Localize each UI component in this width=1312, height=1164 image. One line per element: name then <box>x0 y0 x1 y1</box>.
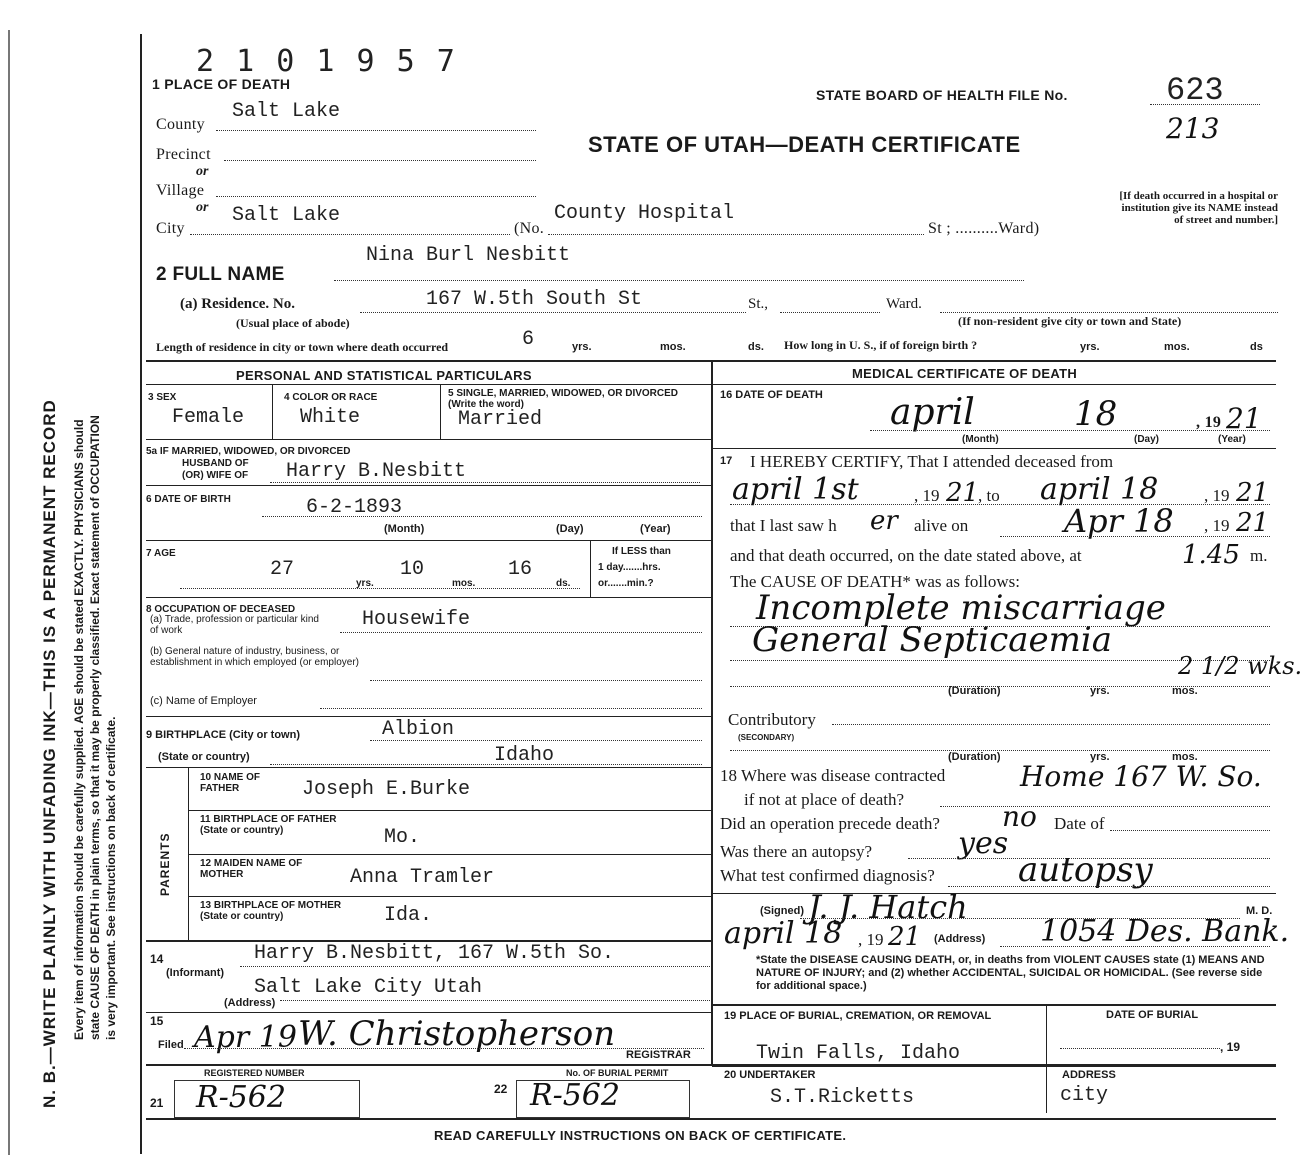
filed-label: Filed <box>158 1039 184 1051</box>
autopsy-value: yes <box>958 826 1009 861</box>
signed-date: april 18 <box>724 916 843 951</box>
section-divider <box>711 360 713 1066</box>
row2-rule <box>146 485 712 486</box>
death-day: 18 <box>1074 394 1118 434</box>
birthplace-label: 9 BIRTHPLACE (City or town) <box>146 729 300 741</box>
informant-label: (Informant) <box>166 967 225 979</box>
county-line <box>216 130 536 131</box>
certificate-title: STATE OF UTAH—DEATH CERTIFICATE <box>588 132 1021 157</box>
alive-year: 21 <box>1236 508 1270 538</box>
village-label: Village <box>156 182 205 199</box>
filed-number: 15 <box>150 1014 164 1028</box>
spouse-value: Harry B.Nesbitt <box>286 460 467 483</box>
spouse-label-2: HUSBAND OF <box>182 458 249 469</box>
undertaker-name: S.T.Ricketts <box>770 1086 915 1109</box>
death-time: 1.45 <box>1182 540 1240 570</box>
death-time-suffix: m. <box>1250 546 1268 565</box>
residence-ward-label: Ward. <box>886 296 922 312</box>
medical-row1-rule <box>712 448 1276 449</box>
residence-value: 167 W.5th South St <box>426 288 643 311</box>
contracted-line <box>940 806 1270 807</box>
duration-yrs-1: yrs. <box>1090 685 1110 697</box>
footnote-text: *State the DISEASE CAUSING DEATH, or, in deaths from VIOLENT CAUSES state (1) MEANS AND NATURE OF INJURY; and (2) whether ACCIDENTAL, SUICIDAL OR HOMICIDAL. (See reverse side for additional space.) <box>756 954 1265 992</box>
death-day-label: (Day) <box>1134 434 1160 445</box>
county-label: County <box>156 116 205 133</box>
cause-of-death-label: The CAUSE OF DEATH* was as follows: <box>730 572 1020 591</box>
informant-address-label: (Address) <box>224 997 276 1009</box>
one-day-label: 1 day.......hrs. <box>598 562 661 573</box>
burial-mid-rule <box>712 1066 1276 1067</box>
sub-number: 213 <box>1166 112 1220 145</box>
left-edge <box>8 30 10 1155</box>
not-place-label: if not at place of death? <box>744 790 905 809</box>
margin-large-text: N. B.—WRITE PLAINLY WITH UNFADING INK—THIS IS A PERMANENT RECORD <box>40 399 59 1108</box>
informant-rule <box>146 1012 712 1013</box>
length-residence-value: 6 <box>522 328 535 351</box>
mother-birthplace: Ida. <box>384 904 433 927</box>
informant-number: 14 <box>150 952 164 966</box>
medical-heading-rule <box>712 384 1276 385</box>
file-number: 623 <box>1166 72 1224 109</box>
village-line <box>216 196 536 197</box>
attended-line <box>730 504 1270 505</box>
mother-value: Anna Tramler <box>350 866 495 889</box>
residence-line <box>360 312 746 313</box>
last-saw-text: that I last saw h <box>730 516 837 535</box>
sex-value: Female <box>172 406 245 429</box>
mother-birthplace-label: 13 BIRTHPLACE OF MOTHER (State or country) <box>200 900 342 922</box>
age-line <box>180 588 580 589</box>
autopsy-label: Was there an autopsy? <box>720 842 873 861</box>
attended-from: april 1st <box>732 472 859 507</box>
test-value: autopsy <box>1018 850 1153 890</box>
physician-signature: J. J. Hatch <box>808 888 968 926</box>
alive-line <box>1000 536 1270 537</box>
full-name-value: Nina Burl Nesbitt <box>366 244 571 267</box>
footer-instructions: READ CAREFULLY INSTRUCTIONS ON BACK OF CERTIFICATE. <box>434 1128 847 1143</box>
precinct-line <box>224 160 536 161</box>
margin-small-text-2: state CAUSE OF DEATH in plain terms, so that it may be properly classified. Exact statement of OCCUPATION <box>88 415 102 1040</box>
medical-heading: MEDICAL CERTIFICATE OF DEATH <box>852 366 1078 381</box>
row5-rule <box>146 716 712 717</box>
parents-label: PARENTS <box>158 832 172 896</box>
registrar-signature: W. Christopherson <box>298 1014 616 1054</box>
duration-mos-1: mos. <box>1172 685 1198 697</box>
color-label: 4 COLOR OR RACE <box>284 392 378 403</box>
duration-value: 2 1/2 wks. <box>1178 652 1303 680</box>
to-year: 21 <box>1236 478 1270 508</box>
margin-small-text-3: is very important. See instructions on back of certificate. <box>104 716 118 1040</box>
burial-divider <box>1046 1005 1047 1113</box>
occupation-label: 8 OCCUPATION OF DECEASED <box>146 604 296 615</box>
death-year: 21 <box>1226 402 1262 435</box>
row4-rule <box>146 597 712 598</box>
street-no-label: (No. <box>514 220 545 237</box>
street-ward-label: St ; ..........Ward) <box>928 220 1040 237</box>
or-text-2: or <box>196 200 209 215</box>
foreign-yrs: yrs. <box>1080 341 1100 353</box>
father-rule <box>188 810 712 811</box>
operation-line <box>1110 830 1270 831</box>
father-birthplace: Mo. <box>384 826 421 849</box>
occupation-a-label: (a) Trade, profession or particular kind of work <box>150 614 319 636</box>
operation-value: no <box>1002 800 1037 833</box>
burial-permit-number: R-562 <box>530 1078 620 1113</box>
employer-label: (c) Name of Employer <box>150 695 257 707</box>
from-year-prefix: , 19 <box>914 486 940 505</box>
registrar-label: REGISTRAR <box>626 1049 691 1061</box>
father-birthplace-label: 11 BIRTHPLACE OF FATHER (State or country) <box>200 814 337 836</box>
death-month-label: (Month) <box>962 434 999 445</box>
undertaker-label: 20 UNDERTAKER <box>724 1069 816 1081</box>
row6-rule <box>146 767 712 768</box>
duration-yrs-2: yrs. <box>1090 751 1110 763</box>
secondary-label: (SECONDARY) <box>738 733 795 742</box>
operation-date-label: Date of <box>1054 814 1105 833</box>
burial-place-label: 19 PLACE OF BURIAL, CREMATION, OR REMOVAL <box>724 1010 992 1022</box>
dob-value: 6-2-1893 <box>306 496 403 519</box>
bottom-rule <box>146 1118 1276 1120</box>
foreign-birth-label: How long in U. S., if of foreign birth ? <box>784 338 978 352</box>
father-label: 10 NAME OF FATHER <box>200 772 261 794</box>
foreign-ds: ds <box>1250 341 1263 353</box>
item-17-number: 17 <box>720 455 733 467</box>
birthplace-state-label: (State or country) <box>158 751 250 763</box>
length-mos: mos. <box>660 341 686 353</box>
color-value: White <box>300 406 361 429</box>
dob-label: 6 DATE OF BIRTH <box>146 494 231 505</box>
spouse-label-1: 5a IF MARRIED, WIDOWED, OR DIVORCED <box>146 446 351 457</box>
informant-address-line <box>280 1000 710 1001</box>
duration-mos-2: mos. <box>1172 751 1198 763</box>
occupation-b-label: (b) General nature of industry, business, or establishment in which employed (or employer) <box>150 646 359 668</box>
length-residence-label: Length of residence in city or town where death occurred <box>156 340 449 354</box>
to-year-prefix: , 19 <box>1204 486 1230 505</box>
operation-label: Did an operation precede death? <box>720 814 940 833</box>
employer-line <box>320 708 702 709</box>
to-label: , to <box>978 486 1000 505</box>
city-value: Salt Lake <box>232 204 341 227</box>
file-number-label: STATE BOARD OF HEALTH FILE No. <box>816 87 1068 103</box>
death-month: april <box>890 392 975 433</box>
occupation-b-line <box>370 680 702 681</box>
birthplace-state: Idaho <box>494 744 555 767</box>
spouse-line <box>270 482 700 483</box>
birthplace-state-line <box>270 764 702 765</box>
age-months: 10 <box>400 558 425 581</box>
undertaker-address-label: ADDRESS <box>1062 1069 1116 1081</box>
city-line <box>190 234 510 235</box>
test-label: What test confirmed diagnosis? <box>720 866 935 885</box>
less-than-label: If LESS than <box>612 546 671 557</box>
hospital-note: [If death occurred in a hospital or institution give its NAME instead of street and number.] <box>1119 190 1278 226</box>
alive-on-date: Apr 18 <box>1064 502 1174 540</box>
file-number-line <box>1150 104 1260 105</box>
sex-divider <box>272 385 273 439</box>
medical-mid-rule <box>712 893 1276 894</box>
informant-line <box>240 966 710 967</box>
stamp-number: 2 1 0 1 9 5 7 <box>196 44 457 79</box>
burial-year-prefix: , 19 <box>1220 1040 1241 1054</box>
birthplace-city: Albion <box>382 718 455 741</box>
age-yrs-label: yrs. <box>356 578 374 589</box>
burial-place: Twin Falls, Idaho <box>756 1042 961 1065</box>
father-value: Joseph E.Burke <box>302 778 471 801</box>
father-bp-rule <box>188 854 712 855</box>
county-value: Salt Lake <box>232 100 341 123</box>
registered-number: R-562 <box>196 1080 286 1115</box>
row3-rule <box>146 540 712 541</box>
street-line <box>548 234 924 235</box>
personal-heading: PERSONAL AND STATISTICAL PARTICULARS <box>236 368 532 383</box>
burial-top-rule <box>712 1004 1276 1006</box>
md-label: M. D. <box>1246 905 1273 917</box>
alive-year-prefix: , 19 <box>1204 516 1230 535</box>
dob-day: (Day) <box>556 523 584 535</box>
foreign-mos: mos. <box>1164 341 1190 353</box>
residence-ward-line <box>780 312 880 313</box>
informant-address: Salt Lake City Utah <box>254 976 483 999</box>
burial-date-line <box>1060 1048 1220 1049</box>
full-name-line <box>334 280 1024 281</box>
certify-text: I HEREBY CERTIFY, That I attended deceased from <box>750 452 1114 471</box>
signed-year-prefix: , 19 <box>858 930 884 949</box>
death-year-prefix: , 19 <box>1196 414 1222 431</box>
informant-value: Harry B.Nesbitt, 167 W.5th So. <box>254 942 615 965</box>
age-mos-label: mos. <box>452 578 476 589</box>
or-min-label: or.......min.? <box>598 578 654 589</box>
signed-label: (Signed) <box>760 905 804 917</box>
death-date-line <box>870 430 1270 431</box>
sex-label: 3 SEX <box>148 392 177 403</box>
age-years: 27 <box>270 558 295 581</box>
age-days: 16 <box>508 558 533 581</box>
occupation-value: Housewife <box>362 608 471 631</box>
attended-to: april 18 <box>1040 472 1159 507</box>
dob-month: (Month) <box>384 523 425 535</box>
margin-small-text-1: Every item of information should be carefully supplied. AGE should be stated EXACTLY. PHYSICIANS should <box>72 419 86 1040</box>
dob-line <box>262 516 702 517</box>
personal-heading-rule <box>146 384 712 385</box>
age-divider <box>590 541 591 597</box>
dob-year: (Year) <box>640 523 671 535</box>
date-of-death-label: 16 DATE OF DEATH <box>720 389 823 401</box>
mother-label: 12 MAIDEN NAME OF MOTHER <box>200 858 303 880</box>
test-line <box>948 886 1270 887</box>
length-yrs: yrs. <box>572 341 592 353</box>
contributory-label: Contributory <box>728 710 816 729</box>
contracted-label: 18 Where was disease contracted <box>720 766 946 785</box>
physician-address-line <box>1000 946 1270 947</box>
duration-label-2: (Duration) <box>948 751 1001 763</box>
city-label: City <box>156 220 185 237</box>
place-of-death-label: 1 PLACE OF DEATH <box>152 76 291 92</box>
nonresident-label: (If non-resident give city or town and State) <box>958 314 1182 328</box>
burial-date-label: DATE OF BURIAL <box>1106 1009 1199 1021</box>
street-no-value: County Hospital <box>554 202 735 225</box>
marital-value: Married <box>458 408 543 431</box>
death-year-label: (Year) <box>1218 434 1246 445</box>
death-occurred-text: and that death occurred, on the date stated above, at <box>730 546 1082 565</box>
last-saw-her: er <box>870 506 898 536</box>
age-ds-label: ds. <box>556 578 571 589</box>
precinct-label: Precinct <box>156 146 211 163</box>
residence-st-label: St., <box>748 296 769 312</box>
mother-rule <box>188 896 712 897</box>
alive-on-text: alive on <box>914 516 969 535</box>
physician-address: 1054 Des. Bank. <box>1040 914 1290 949</box>
physician-address-label: (Address) <box>934 933 986 945</box>
undertaker-address: city <box>1060 1084 1109 1107</box>
usual-abode-label: (Usual place of abode) <box>236 316 350 330</box>
occupation-line <box>340 632 702 633</box>
full-name-label: 2 FULL NAME <box>156 264 285 285</box>
age-label: 7 AGE <box>146 548 176 559</box>
registered-number-label: REGISTERED NUMBER <box>204 1068 305 1078</box>
or-text-1: or <box>196 164 209 179</box>
filed-date: Apr 19 <box>194 1020 297 1055</box>
registered-number-index: 21 <box>150 1096 164 1110</box>
burial-permit-label: No. OF BURIAL PERMIT <box>566 1068 669 1078</box>
contracted-value: Home 167 W. So. <box>1020 760 1262 793</box>
from-year: 21 <box>946 478 980 508</box>
cause-line-2: General Septicaemia <box>752 620 1113 660</box>
length-ds: ds. <box>748 341 764 353</box>
residence-label: (a) Residence. No. <box>180 296 295 312</box>
signed-year: 21 <box>888 922 922 952</box>
cause-line-1: Incomplete miscarriage <box>756 588 1166 628</box>
residence-tail-line <box>940 312 1278 313</box>
spouse-label-3: (OR) WIFE OF <box>182 470 249 481</box>
row1-rule <box>146 439 712 440</box>
burial-permit-index: 22 <box>494 1082 508 1096</box>
color-divider <box>440 385 441 439</box>
birthplace-city-line <box>370 740 702 741</box>
marital-label: 5 SINGLE, MARRIED, WIDOWED, OR DIVORCED (Write the word) <box>448 388 679 410</box>
contributory-line <box>832 724 1270 725</box>
duration-label-1: (Duration) <box>948 685 1001 697</box>
